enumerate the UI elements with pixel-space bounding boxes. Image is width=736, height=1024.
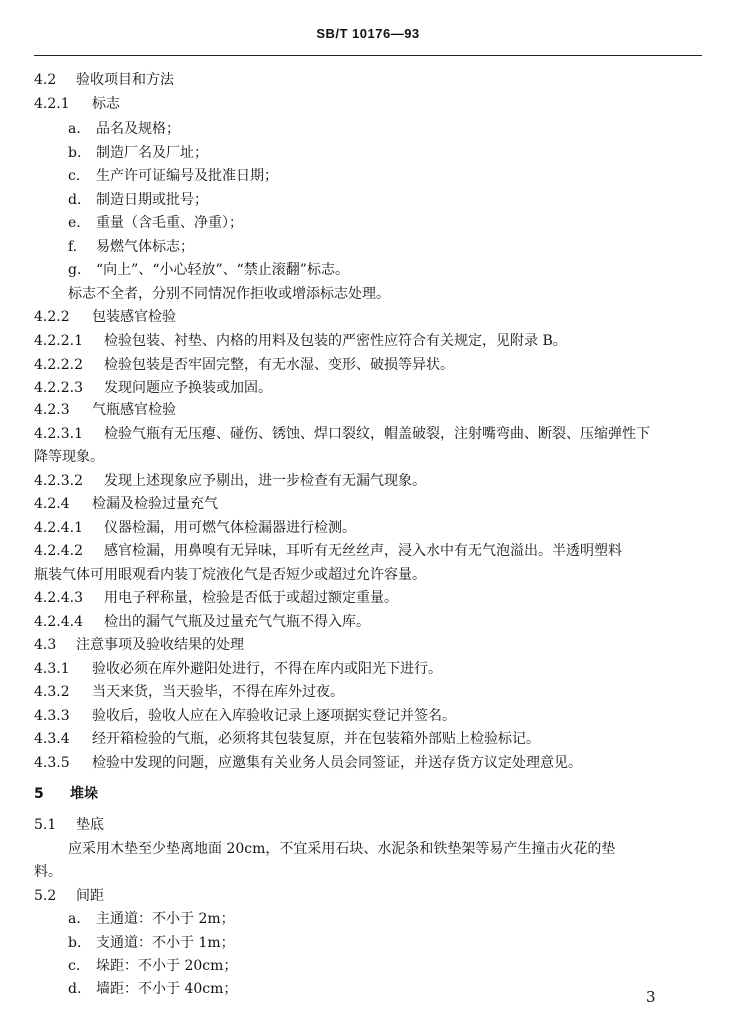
list-text: 品名及规格； — [96, 121, 180, 137]
list-item-b — [68, 143, 708, 163]
section-title: 间距 — [76, 888, 104, 904]
clause-number: 4.2.4.2 — [34, 543, 83, 559]
clause-4-2-4-2 — [34, 541, 674, 561]
list-label: g. — [68, 262, 82, 278]
list-label: b. — [68, 145, 82, 161]
section-heading-4-3 — [34, 635, 674, 655]
clause-text: 验收必须在库外避阳处进行，不得在库内或阳光下进行。 — [92, 661, 442, 677]
list-label: f. — [68, 239, 78, 255]
section-number: 4.2.1 — [34, 96, 70, 112]
clause-text: 检验包装是否牢固完整，有无水湿、变形、破损等异状。 — [104, 357, 454, 373]
list-label: d. — [68, 981, 82, 997]
document-code-header: SB/T 10176—93 — [316, 26, 420, 41]
list-item-b — [68, 933, 708, 953]
clause-number: 4.2.4.1 — [34, 520, 83, 536]
clause-number: 4.2.2.2 — [34, 357, 83, 373]
list-label: c. — [68, 168, 81, 184]
clause-text: 用电子秤称量，检验是否低于或超过额定重量。 — [104, 590, 398, 606]
list-item-a — [68, 909, 708, 929]
list-label: e. — [68, 215, 81, 231]
list-text: 主通道：不小于 2m； — [96, 911, 235, 927]
section-number: 4.2.3 — [34, 402, 70, 418]
clause-text: 感官检漏，用鼻嗅有无异味，耳听有无丝丝声，浸入水中有无气泡溢出。半透明塑料 — [104, 543, 622, 559]
list-item-e — [68, 213, 708, 233]
section-title: 气瓶感官检验 — [92, 402, 176, 418]
clause-4-3-3 — [34, 706, 674, 726]
section-number: 5.2 — [34, 888, 57, 904]
clause-4-2-2-1 — [34, 331, 674, 351]
list-text: 生产许可证编号及批准日期； — [96, 168, 278, 184]
section-heading-4-2-4 — [34, 494, 674, 514]
clause-4-3-5 — [34, 753, 674, 773]
list-text: 制造日期或批号； — [96, 192, 208, 208]
section-number: 4.2 — [34, 72, 57, 88]
section-title: 验收项目和方法 — [76, 72, 174, 88]
clause-continuation: 瓶装气体可用眼观看内装丁烷液化气是否短少或超过允许容量。 — [34, 567, 426, 583]
clause-text: 仪器检漏，用可燃气体检漏器进行检测。 — [104, 520, 356, 536]
clause-number: 4.2.2.1 — [34, 333, 83, 349]
section-title: 注意事项及验收结果的处理 — [76, 637, 244, 653]
list-text: 易燃气体标志； — [96, 239, 194, 255]
clause-4-2-2-3 — [34, 378, 674, 398]
clause-4-3-2 — [34, 682, 674, 702]
section-title: 垫底 — [76, 817, 104, 833]
clause-number: 4.2.2.3 — [34, 380, 83, 396]
list-label: a. — [68, 121, 81, 137]
section-number: 4.2.4 — [34, 496, 70, 512]
chapter-number: 5 — [34, 786, 44, 802]
list-text: “向上”、“小心轻放”、“禁止滚翻”标志。 — [96, 262, 349, 278]
paragraph-text: 标志不全者，分别不同情况作拒收或增添标志处理。 — [68, 286, 390, 302]
list-text: 垛距：不小于 20cm； — [96, 958, 238, 974]
clause-number: 4.2.4.3 — [34, 590, 83, 606]
page-number: 3 — [646, 988, 656, 1006]
section-title: 标志 — [92, 96, 120, 112]
clause-number: 4.3.2 — [34, 684, 70, 700]
chapter-heading-5 — [34, 784, 674, 804]
clause-text: 发现上述现象应予剔出，进一步检查有无漏气现象。 — [104, 473, 426, 489]
clause-4-3-1 — [34, 659, 674, 679]
list-item-d — [68, 979, 708, 999]
section-heading-4-2-2 — [34, 307, 674, 327]
list-label: d. — [68, 192, 82, 208]
clause-number: 4.3.5 — [34, 755, 70, 771]
list-text: 重量（含毛重、净重）； — [96, 215, 243, 231]
section-heading-5-1 — [34, 815, 674, 835]
clause-text: 验收后，验收人应在入库验收记录上逐项据实登记并签名。 — [92, 708, 456, 724]
section-heading-4-2 — [34, 70, 674, 90]
list-text: 制造厂名及厂址； — [96, 145, 208, 161]
clause-4-2-2-2 — [34, 355, 674, 375]
paragraph-continuation: 料。 — [34, 864, 62, 880]
list-text: 墙距：不小于 40cm； — [96, 981, 238, 997]
clause-text: 发现问题应予换装或加固。 — [104, 380, 272, 396]
clause-4-2-3-2 — [34, 471, 674, 491]
section-title: 检漏及检验过量充气 — [92, 496, 218, 512]
clause-text: 检验中发现的问题，应邀集有关业务人员会同签证，并送存货方议定处理意见。 — [92, 755, 582, 771]
chapter-title: 堆垛 — [70, 786, 98, 802]
section-heading-4-2-3 — [34, 400, 674, 420]
clause-4-2-3-1 — [34, 424, 674, 444]
clause-text: 检验包装、衬垫、内格的用料及包装的严密性应符合有关规定，见附录 B。 — [104, 333, 567, 349]
list-item-g — [68, 260, 708, 280]
clause-text: 当天来货，当天验毕，不得在库外过夜。 — [92, 684, 344, 700]
section-number: 4.2.2 — [34, 309, 70, 325]
clause-number: 4.3.1 — [34, 661, 70, 677]
clause-text: 检验气瓶有无压瘪、碰伤、锈蚀、焊口裂纹，帽盖破裂，注射嘴弯曲、断裂、压缩弹性下 — [104, 426, 650, 442]
header-divider — [34, 55, 702, 56]
clause-number: 4.2.4.4 — [34, 614, 83, 630]
section-heading-5-2 — [34, 886, 674, 906]
clause-number: 4.3.4 — [34, 731, 70, 747]
list-item-f — [68, 237, 708, 257]
section-number: 4.3 — [34, 637, 57, 653]
clause-text: 检出的漏气气瓶及过量充气气瓶不得入库。 — [104, 614, 370, 630]
paragraph-text: 应采用木垫至少垫离地面 20cm，不宜采用石块、水泥条和铁垫架等易产生撞击火花的垫 — [68, 841, 616, 857]
clause-continuation: 降等现象。 — [34, 449, 104, 465]
clause-text: 经开箱检验的气瓶，必须将其包装复原，并在包装箱外部贴上检验标记。 — [92, 731, 540, 747]
clause-number: 4.2.3.2 — [34, 473, 83, 489]
list-label: c. — [68, 958, 81, 974]
clause-4-2-4-4 — [34, 612, 674, 632]
section-title: 包装感官检验 — [92, 309, 176, 325]
clause-number: 4.3.3 — [34, 708, 70, 724]
list-item-d — [68, 190, 708, 210]
section-heading-4-2-1 — [34, 94, 674, 114]
list-text: 支通道：不小于 1m； — [96, 935, 235, 951]
list-item-a — [68, 119, 708, 139]
clause-4-2-4-3 — [34, 588, 674, 608]
section-number: 5.1 — [34, 817, 57, 833]
list-label: a. — [68, 911, 81, 927]
list-label: b. — [68, 935, 82, 951]
list-item-c — [68, 956, 708, 976]
clause-4-2-4-1 — [34, 518, 674, 538]
list-item-c — [68, 166, 708, 186]
clause-4-3-4 — [34, 729, 674, 749]
clause-number: 4.2.3.1 — [34, 426, 83, 442]
